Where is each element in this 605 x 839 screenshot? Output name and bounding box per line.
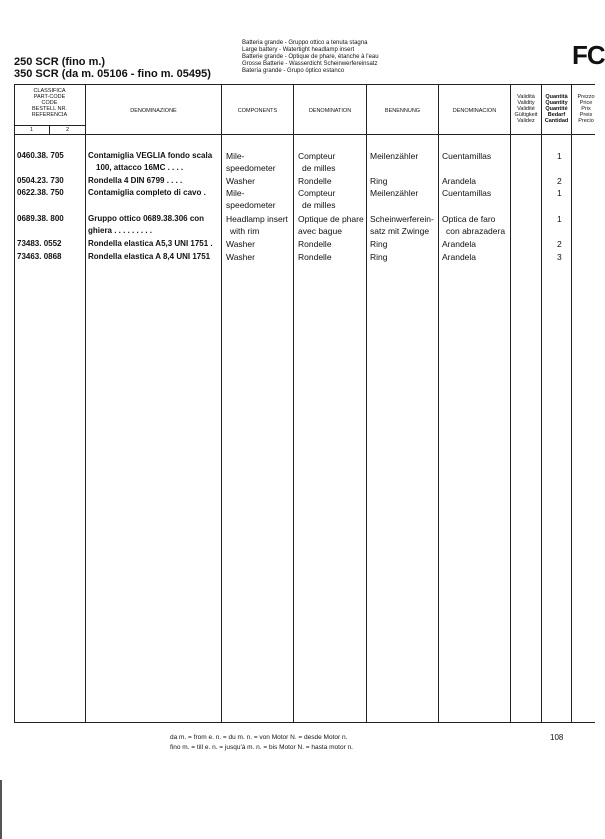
table-top-rule [14, 84, 595, 85]
quantity: 2 [557, 176, 562, 186]
description-de: Ring [370, 252, 388, 262]
col-divider [366, 84, 367, 722]
header-benennung: BENENNUNG [384, 108, 421, 114]
quantity: 1 [557, 188, 562, 198]
part-code: 0504.23. 730 [17, 176, 64, 185]
header-classifica: CLASSIFICA PART-CODE CODE BESTELL NR. REFERENCIA [31, 88, 68, 118]
quantity: 3 [557, 252, 562, 262]
table-bottom-rule [14, 722, 595, 723]
section-code: FC [572, 40, 605, 70]
part-code: 0460.38. 705 [17, 151, 64, 160]
description-en: Washer [226, 252, 255, 262]
description-en: Mile- speedometer [226, 151, 276, 173]
subtitle-it: Batteria grande - Gruppo ottico a tenuta stagna [242, 40, 368, 46]
scan-edge-mark [0, 780, 2, 839]
part-code: 0622.38. 750 [17, 188, 64, 197]
description-es: Arandela [442, 176, 477, 186]
description-fr: Rondelle [298, 176, 332, 186]
description-es: Arandela [442, 239, 477, 249]
subtitle-en: Large battery - Watertight headlamp insert [242, 47, 355, 53]
description-it: Contamiglia completo di cavo . [88, 188, 206, 197]
description-fr: Compteur de milles [298, 188, 336, 210]
description-de: Meilenzähler [370, 188, 419, 198]
header-denomination: DENOMINATION [308, 108, 352, 114]
col-divider [510, 84, 511, 722]
model-line-350: 350 SCR (da m. 05106 - fino m. 05495) [14, 68, 211, 80]
part-code: 73463. 0868 [17, 252, 62, 261]
description-en: Headlamp insert with rim [226, 214, 288, 236]
description-en: Washer [226, 176, 255, 186]
description-fr: Compteur de milles [298, 151, 336, 173]
description-it: Rondella elastica A5,3 UNI 1751 . [88, 239, 213, 248]
description-it: Rondella 4 DIN 6799 . . . . [88, 176, 183, 185]
footer-legend-till: fino m. = till e. n. = jusqu'à m. n. = bis Motor N. = hasta motor n. [170, 744, 353, 751]
header-denominacion: DENOMINACION [452, 108, 497, 114]
header-components: COMPONENTS [237, 108, 278, 114]
header-classifica-1: 1 [29, 127, 34, 133]
model-title [14, 56, 211, 80]
col-divider [293, 84, 294, 722]
col-divider [221, 84, 222, 722]
description-fr: Optique de phare avec bague [298, 214, 364, 236]
part-code: 73483. 0552 [17, 239, 62, 248]
quantity: 1 [557, 214, 562, 224]
header-classifica-2: 2 [65, 127, 70, 133]
description-es: Arandela [442, 252, 477, 262]
header-quantita: Quantità Quantity Quantité Bedarf Cantidad [544, 94, 569, 124]
page-number: 108 [550, 733, 564, 742]
model-line-250: 250 SCR (fino m.) [14, 56, 106, 68]
col-divider [85, 84, 86, 722]
description-it: Contamiglia VEGLIA fondo scala 100, attacco 16MC . . . . [88, 151, 213, 172]
description-es: Cuentamillas [442, 151, 492, 161]
section-subtitle [242, 40, 379, 75]
description-it: Gruppo ottico 0689.38.306 con ghiera . . . . . . . . . [88, 214, 205, 235]
description-en: Mile- speedometer [226, 188, 276, 210]
description-fr: Rondelle [298, 252, 332, 262]
col-divider [571, 84, 572, 722]
description-de: Ring [370, 239, 388, 249]
table-header-rule [14, 134, 595, 135]
col-divider [541, 84, 542, 722]
description-es: Cuentamillas [442, 188, 492, 198]
header-validita: Validità Validity Validité Gültigkeit Validez [514, 94, 538, 124]
col-divider [438, 84, 439, 722]
description-fr: Rondelle [298, 239, 332, 249]
description-de: Ring [370, 176, 388, 186]
description-de: Meilenzähler [370, 151, 419, 161]
subtitle-de: Grosse Batterie - Wasserdicht Scheinwerfereinsatz [242, 61, 378, 67]
footer-legend-from: da m. = from e. n. = du m. n. = von Motor N. = desde Motor n. [170, 734, 348, 741]
description-de: Scheinwerferein- satz mit Zwinge [370, 214, 434, 236]
description-en: Washer [226, 239, 255, 249]
subtitle-fr: Batterie grande - Optique de phare, étanche à l'eau [242, 54, 379, 60]
col-divider [14, 84, 15, 722]
description-it: Rondella elastica A 8,4 UNI 1751 [88, 252, 211, 261]
header-prezzo: Prezzo Price Prix Preis Precio [577, 94, 595, 124]
description-es: Optica de faro con abrazadera [442, 214, 506, 236]
header-denominazione: DENOMINAZIONE [130, 108, 177, 114]
quantity: 1 [557, 151, 562, 161]
part-code: 0689.38. 800 [17, 214, 64, 223]
quantity: 2 [557, 239, 562, 249]
subtitle-es: Batería grande - Grupo óptico estanco [242, 68, 345, 74]
